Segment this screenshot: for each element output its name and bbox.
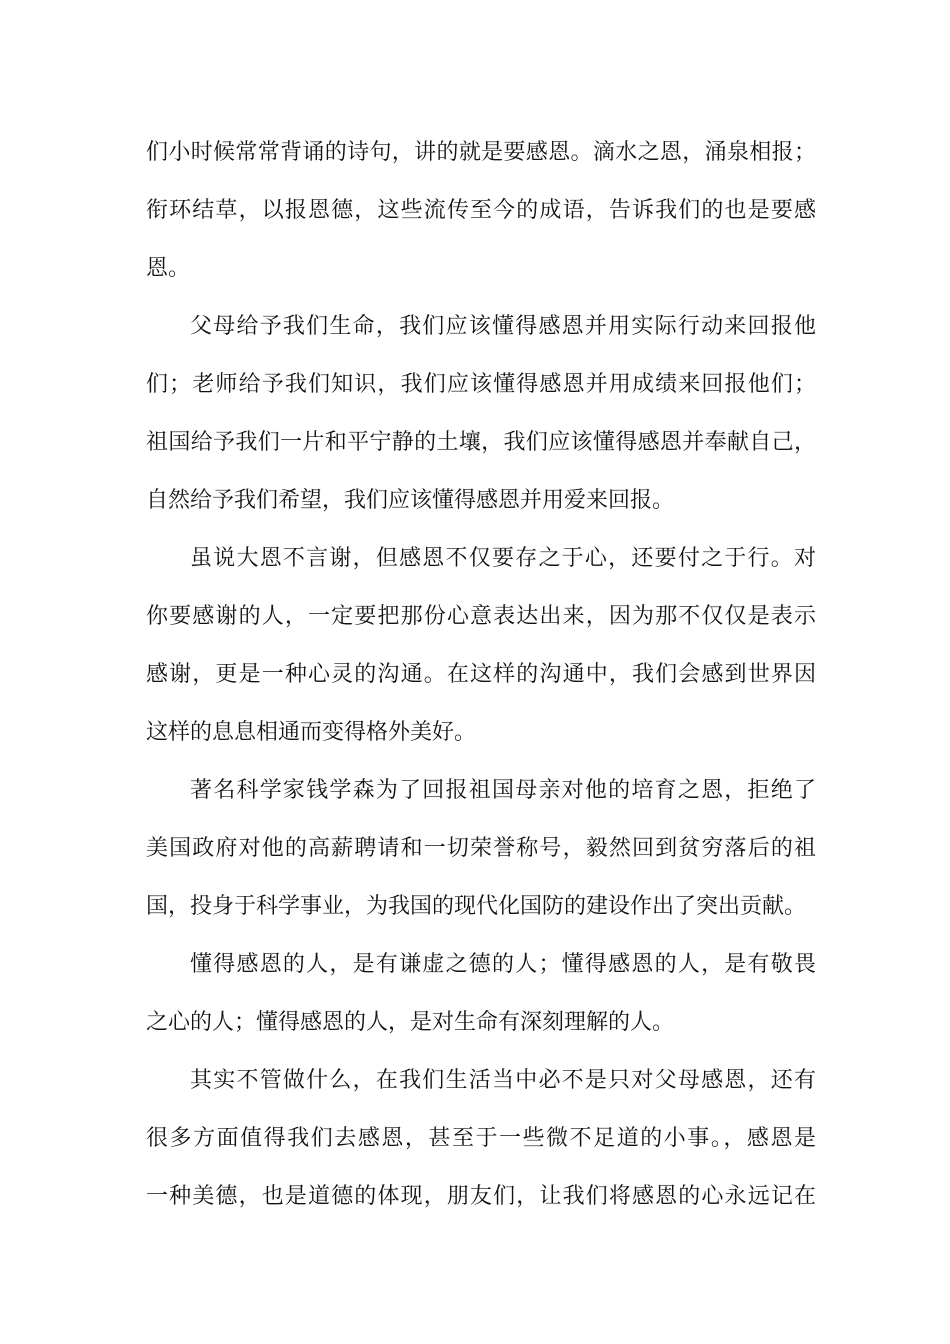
paragraph-4-line-2: 美国政府对他的高薪聘请和一切荣誉称号，毅然回到贫穷落后的祖 <box>146 836 816 861</box>
paragraph-5 <box>146 936 816 1052</box>
paragraph-3-line-3: 感谢，更是一种心灵的沟通。在这样的沟通中，我们会感到世界因 <box>146 662 816 687</box>
paragraph-5-line-1: 懂得感恩的人，是有谦虚之德的人；懂得感恩的人，是有敬畏 <box>190 952 816 977</box>
paragraph-2-line-4: 自然给予我们希望，我们应该懂得感恩并用爱来回报。 <box>146 488 675 513</box>
paragraph-2-line-2: 们；老师给予我们知识，我们应该懂得感恩并用成绩来回报他们； <box>146 372 816 397</box>
paragraph-2 <box>146 298 816 530</box>
paragraph-1-line-3: 恩。 <box>146 256 191 281</box>
paragraph-2-line-1: 父母给予我们生命，我们应该懂得感恩并用实际行动来回报他 <box>190 314 816 339</box>
paragraph-2-line-3: 祖国给予我们一片和平宁静的土壤，我们应该懂得感恩并奉献自己， <box>146 430 816 455</box>
paragraph-1-line-1: 们小时候常常背诵的诗句，讲的就是要感恩。滴水之恩，涌泉相报； <box>146 140 816 165</box>
paragraph-4-line-3: 国，投身于科学事业，为我国的现代化国防的建设作出了突出贡献。 <box>146 894 807 919</box>
document-body <box>146 124 816 1226</box>
paragraph-3-line-4: 这样的息息相通而变得格外美好。 <box>146 720 477 745</box>
paragraph-6-line-3: 一种美德，也是道德的体现，朋友们，让我们将感恩的心永远记在 <box>146 1184 816 1209</box>
paragraph-6-line-1: 其实不管做什么，在我们生活当中必不是只对父母感恩，还有 <box>190 1068 816 1093</box>
paragraph-6-line-2: 很多方面值得我们去感恩，甚至于一些微不足道的小事。，感恩是 <box>146 1126 816 1151</box>
paragraph-3-line-1: 虽说大恩不言谢，但感恩不仅要存之于心，还要付之于行。对 <box>190 546 816 571</box>
paragraph-3 <box>146 530 816 762</box>
paragraph-1 <box>146 124 816 298</box>
paragraph-4-line-1: 著名科学家钱学森为了回报祖国母亲对他的培育之恩，拒绝了 <box>190 778 816 803</box>
paragraph-4 <box>146 762 816 936</box>
paragraph-6 <box>146 1052 816 1226</box>
paragraph-3-line-2: 你要感谢的人，一定要把那份心意表达出来，因为那不仅仅是表示 <box>146 604 816 629</box>
paragraph-5-line-2: 之心的人；懂得感恩的人，是对生命有深刻理解的人。 <box>146 1010 675 1035</box>
paragraph-1-line-2: 衔环结草，以报恩德，这些流传至今的成语，告诉我们的也是要感 <box>146 198 816 223</box>
